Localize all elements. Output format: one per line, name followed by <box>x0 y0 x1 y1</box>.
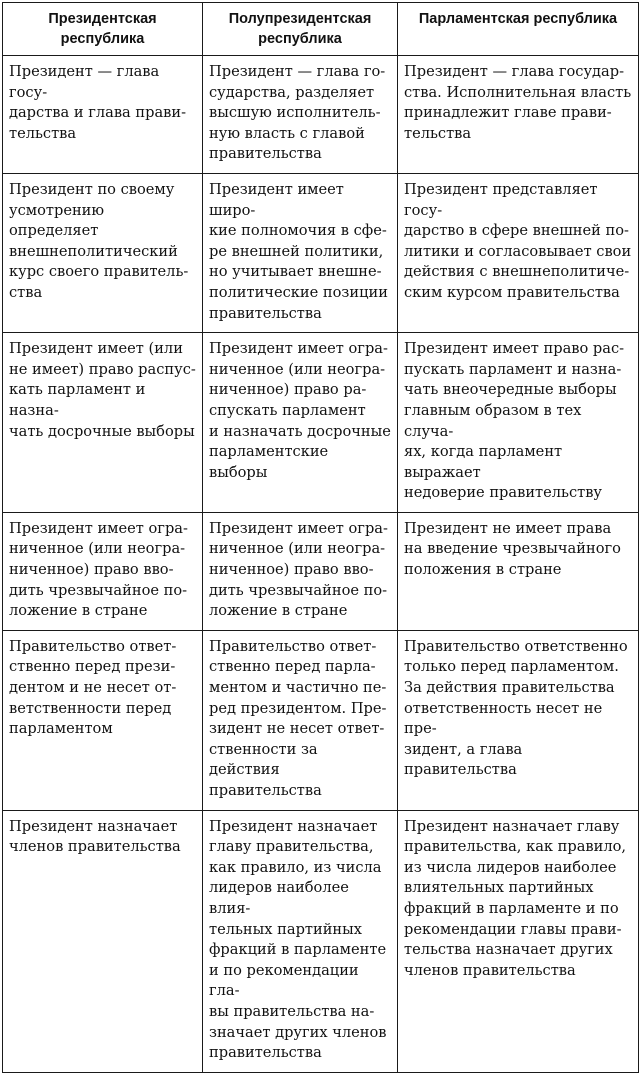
table-cell: Президент представляет госу- дарство в сфере внешней по- литики и согласовывает свои действия с внешнеполитиче- ским курсом правительства <box>398 173 639 332</box>
table-header <box>3 3 639 56</box>
table-row <box>3 810 639 1072</box>
table-cell: Президент — глава государ- ства. Исполнительная власть принадлежит главе прави- тельства <box>398 56 639 174</box>
header-parliamentary-republic: Парламентская республика <box>398 3 639 56</box>
comparison-table <box>2 2 639 1073</box>
table-cell: Президент имеет огра- ниченное (или неогра- ниченное) право ра- спускать парламент и назначать досрочные парламентские выборы <box>203 333 398 513</box>
table-cell: Правительство ответ- ственно перед парла- ментом и частично пе- ред президентом. Пре- зидент не несет ответ- ственности за действия правительства <box>203 630 398 810</box>
table-cell: Президент назначает членов правительства <box>3 810 203 1072</box>
table-body <box>3 56 639 1073</box>
table-cell: Президент не имеет права на введение чрезвычайного положения в стране <box>398 512 639 630</box>
header-semi-presidential-republic: Полупрезидентская республика <box>203 3 398 56</box>
table-cell: Президент имеет право рас- пускать парламент и назна- чать внеочередные выборы главным образом в тех случа- ях, когда парламент выражает недоверие правительству <box>398 333 639 513</box>
table-row <box>3 630 639 810</box>
table-cell: Президент назначает главу правительства, как правило, из числа лидеров наиболее влия- тельных партийных фракций в парламенте и по рекомендации гла- вы правительства на- значает других членов правительства <box>203 810 398 1072</box>
table-cell: Президент по своему усмотрению определяет внешнеполитический курс своего правитель- ства <box>3 173 203 332</box>
table-cell: Президент назначает главу правительства, как правило, из числа лидеров наиболее влиятельных партийных фракций в парламенте и по рекомендации главы прави- тельства назначает других членов правительства <box>398 810 639 1072</box>
table-row <box>3 173 639 332</box>
table-cell: Президент имеет огра- ниченное (или неогра- ниченное) право вво- дить чрезвычайное по- ложение в стране <box>3 512 203 630</box>
table-cell: Президент имеет огра- ниченное (или неогра- ниченное) право вво- дить чрезвычайное по- ложение в стране <box>203 512 398 630</box>
table-cell: Президент — глава го- сударства, разделяет высшую исполнитель- ную власть с главой правительства <box>203 56 398 174</box>
table-cell: Правительство ответственно только перед парламентом. За действия правительства ответственность несет не пре- зидент, а глава правительства <box>398 630 639 810</box>
table-row <box>3 512 639 630</box>
table-row <box>3 56 639 174</box>
header-row <box>3 3 639 56</box>
table-cell: Президент имеет (или не имеет) право распус- кать парламент и назна- чать досрочные выборы <box>3 333 203 513</box>
table-cell: Президент имеет широ- кие полномочия в сфе- ре внешней политики, но учитывает внешне- политические позиции правительства <box>203 173 398 332</box>
table-row <box>3 333 639 513</box>
table-cell: Президент — глава госу- дарства и глава прави- тельства <box>3 56 203 174</box>
header-presidential-republic: Президентская республика <box>3 3 203 56</box>
table-cell: Правительство ответ- ственно перед прези- дентом и не несет от- ветственности перед парламентом <box>3 630 203 810</box>
